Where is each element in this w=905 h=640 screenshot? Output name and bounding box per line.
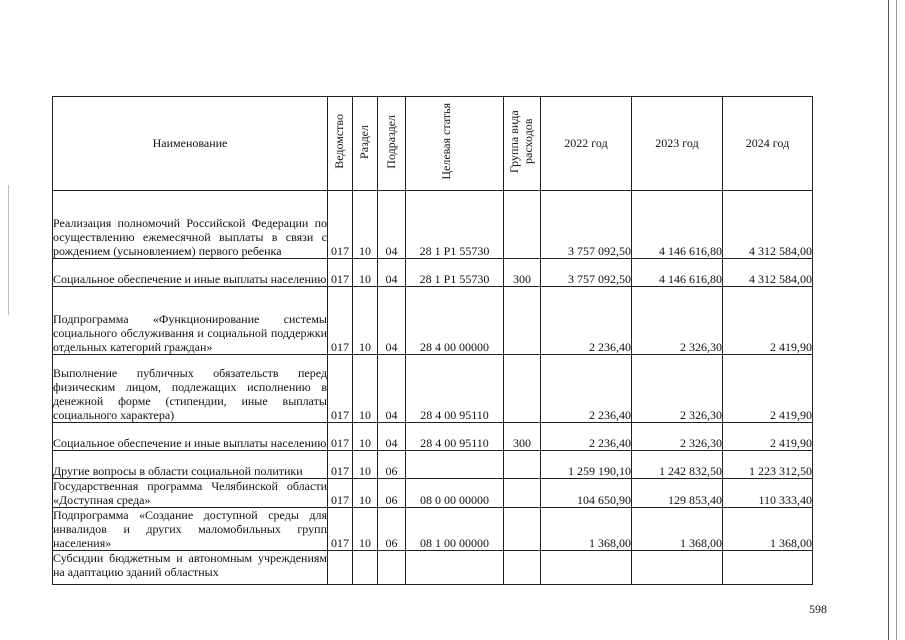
value-2024-cell: 1 223 312,50	[723, 451, 813, 479]
value-2022-cell: 1 368,00	[541, 508, 632, 551]
dept-cell: 017	[328, 451, 353, 479]
subsection-cell: 04	[378, 355, 406, 423]
dept-cell: 017	[328, 259, 353, 287]
group-cell: 300	[504, 259, 541, 287]
header-subsection: Подраздел	[378, 97, 406, 191]
value-2024-cell: 2 419,90	[723, 287, 813, 355]
article-cell: 08 0 00 00000	[406, 479, 504, 508]
group-cell	[504, 287, 541, 355]
subsection-cell: 04	[378, 287, 406, 355]
dept-cell: 017	[328, 423, 353, 451]
value-2023-cell: 129 853,40	[632, 479, 723, 508]
value-2023-cell: 4 146 616,80	[632, 191, 723, 259]
value-2024-cell: 2 419,90	[723, 423, 813, 451]
subsection-cell	[378, 551, 406, 585]
dept-cell: 017	[328, 191, 353, 259]
value-2024-cell: 4 312 584,00	[723, 191, 813, 259]
table-row	[53, 508, 813, 551]
table-row	[53, 287, 813, 355]
value-2023-cell: 4 146 616,80	[632, 259, 723, 287]
article-cell: 28 1 P1 55730	[406, 259, 504, 287]
section-cell: 10	[353, 259, 378, 287]
value-2023-cell: 2 326,30	[632, 355, 723, 423]
group-cell	[504, 191, 541, 259]
section-cell: 10	[353, 479, 378, 508]
article-cell: 28 4 00 95110	[406, 423, 504, 451]
value-2023-cell	[632, 551, 723, 585]
name-cell: Социальное обеспечение и иные выплаты населению	[53, 423, 328, 451]
article-cell	[406, 451, 504, 479]
header-article: Целевая статья	[406, 97, 504, 191]
value-2022-cell: 3 757 092,50	[541, 191, 632, 259]
header-dept: Ведомство	[328, 97, 353, 191]
value-2023-cell: 1 242 832,50	[632, 451, 723, 479]
subsection-cell: 06	[378, 479, 406, 508]
table-row	[53, 479, 813, 508]
table-row	[53, 355, 813, 423]
name-cell: Реализация полномочий Российской Федерации по осуществлению ежемесячной выплаты в связи с рождением (усыновлением) первого ребенка	[53, 191, 328, 259]
article-cell	[406, 551, 504, 585]
value-2023-cell: 2 326,30	[632, 423, 723, 451]
header-section: Раздел	[353, 97, 378, 191]
header-2023: 2023 год	[632, 97, 723, 191]
subsection-cell: 06	[378, 451, 406, 479]
name-cell: Государственная программа Челябинской области «Доступная среда»	[53, 479, 327, 507]
value-2024-cell: 2 419,90	[723, 355, 813, 423]
section-cell	[353, 551, 378, 585]
value-2022-cell: 2 236,40	[541, 423, 632, 451]
dept-cell: 017	[328, 508, 353, 551]
value-2022-cell: 104 650,90	[541, 479, 632, 508]
value-2022-cell: 2 236,40	[541, 287, 632, 355]
dept-cell	[328, 551, 353, 585]
group-cell: 300	[504, 423, 541, 451]
header-group: Группа вида расходов	[504, 97, 541, 191]
name-cell: Выполнение публичных обязательств перед физическим лицом, подлежащих исполнению в денежной форме (стипендии, иные выплаты социального характера)	[53, 355, 328, 423]
subsection-cell: 04	[378, 259, 406, 287]
name-cell: Подпрограмма «Создание доступной среды для инвалидов и других маломобильных групп населения»	[53, 508, 327, 550]
subsection-cell: 04	[378, 191, 406, 259]
header-2024: 2024 год	[723, 97, 813, 191]
value-2024-cell	[723, 551, 813, 585]
dept-cell: 017	[328, 355, 353, 423]
section-cell: 10	[353, 191, 378, 259]
article-cell: 28 1 P1 55730	[406, 191, 504, 259]
group-cell	[504, 551, 541, 585]
group-cell	[504, 508, 541, 551]
section-cell: 10	[353, 355, 378, 423]
group-cell	[504, 355, 541, 423]
table-header-row	[53, 97, 813, 191]
scan-left-mark	[8, 185, 9, 315]
section-cell: 10	[353, 423, 378, 451]
subsection-cell: 06	[378, 508, 406, 551]
name-cell: Социальное обеспечение и иные выплаты населению	[53, 259, 328, 287]
article-cell: 28 4 00 00000	[406, 287, 504, 355]
article-cell: 08 1 00 00000	[406, 508, 504, 551]
value-2022-cell: 2 236,40	[541, 355, 632, 423]
scan-edge-line	[888, 0, 889, 640]
value-2024-cell: 110 333,40	[723, 479, 813, 508]
table-row	[53, 259, 813, 287]
section-cell: 10	[353, 451, 378, 479]
value-2023-cell: 2 326,30	[632, 287, 723, 355]
value-2024-cell: 1 368,00	[723, 508, 813, 551]
table-row	[53, 551, 813, 585]
table-row	[53, 451, 813, 479]
value-2024-cell: 4 312 584,00	[723, 259, 813, 287]
page-number: 598	[809, 602, 827, 616]
header-2022: 2022 год	[541, 97, 632, 191]
dept-cell: 017	[328, 287, 353, 355]
value-2022-cell	[541, 551, 632, 585]
table-row	[53, 191, 813, 259]
value-2022-cell: 1 259 190,10	[541, 451, 632, 479]
subsection-cell: 04	[378, 423, 406, 451]
section-cell: 10	[353, 508, 378, 551]
header-name: Наименование	[53, 97, 328, 191]
group-cell	[504, 451, 541, 479]
section-cell: 10	[353, 287, 378, 355]
article-cell: 28 4 00 95110	[406, 355, 504, 423]
group-cell	[504, 479, 541, 508]
budget-table	[52, 96, 813, 585]
dept-cell: 017	[328, 479, 353, 508]
value-2023-cell: 1 368,00	[632, 508, 723, 551]
name-cell: Субсидии бюджетным и автономным учреждениям на адаптацию зданий областных	[53, 551, 328, 585]
scan-edge-line-2	[896, 0, 897, 640]
name-cell: Подпрограмма «Функционирование системы социального обслуживания и социальной поддержки отдельных категорий граждан»	[53, 287, 328, 355]
name-cell: Другие вопросы в области социальной политики	[53, 451, 328, 479]
table-row	[53, 423, 813, 451]
value-2022-cell: 3 757 092,50	[541, 259, 632, 287]
